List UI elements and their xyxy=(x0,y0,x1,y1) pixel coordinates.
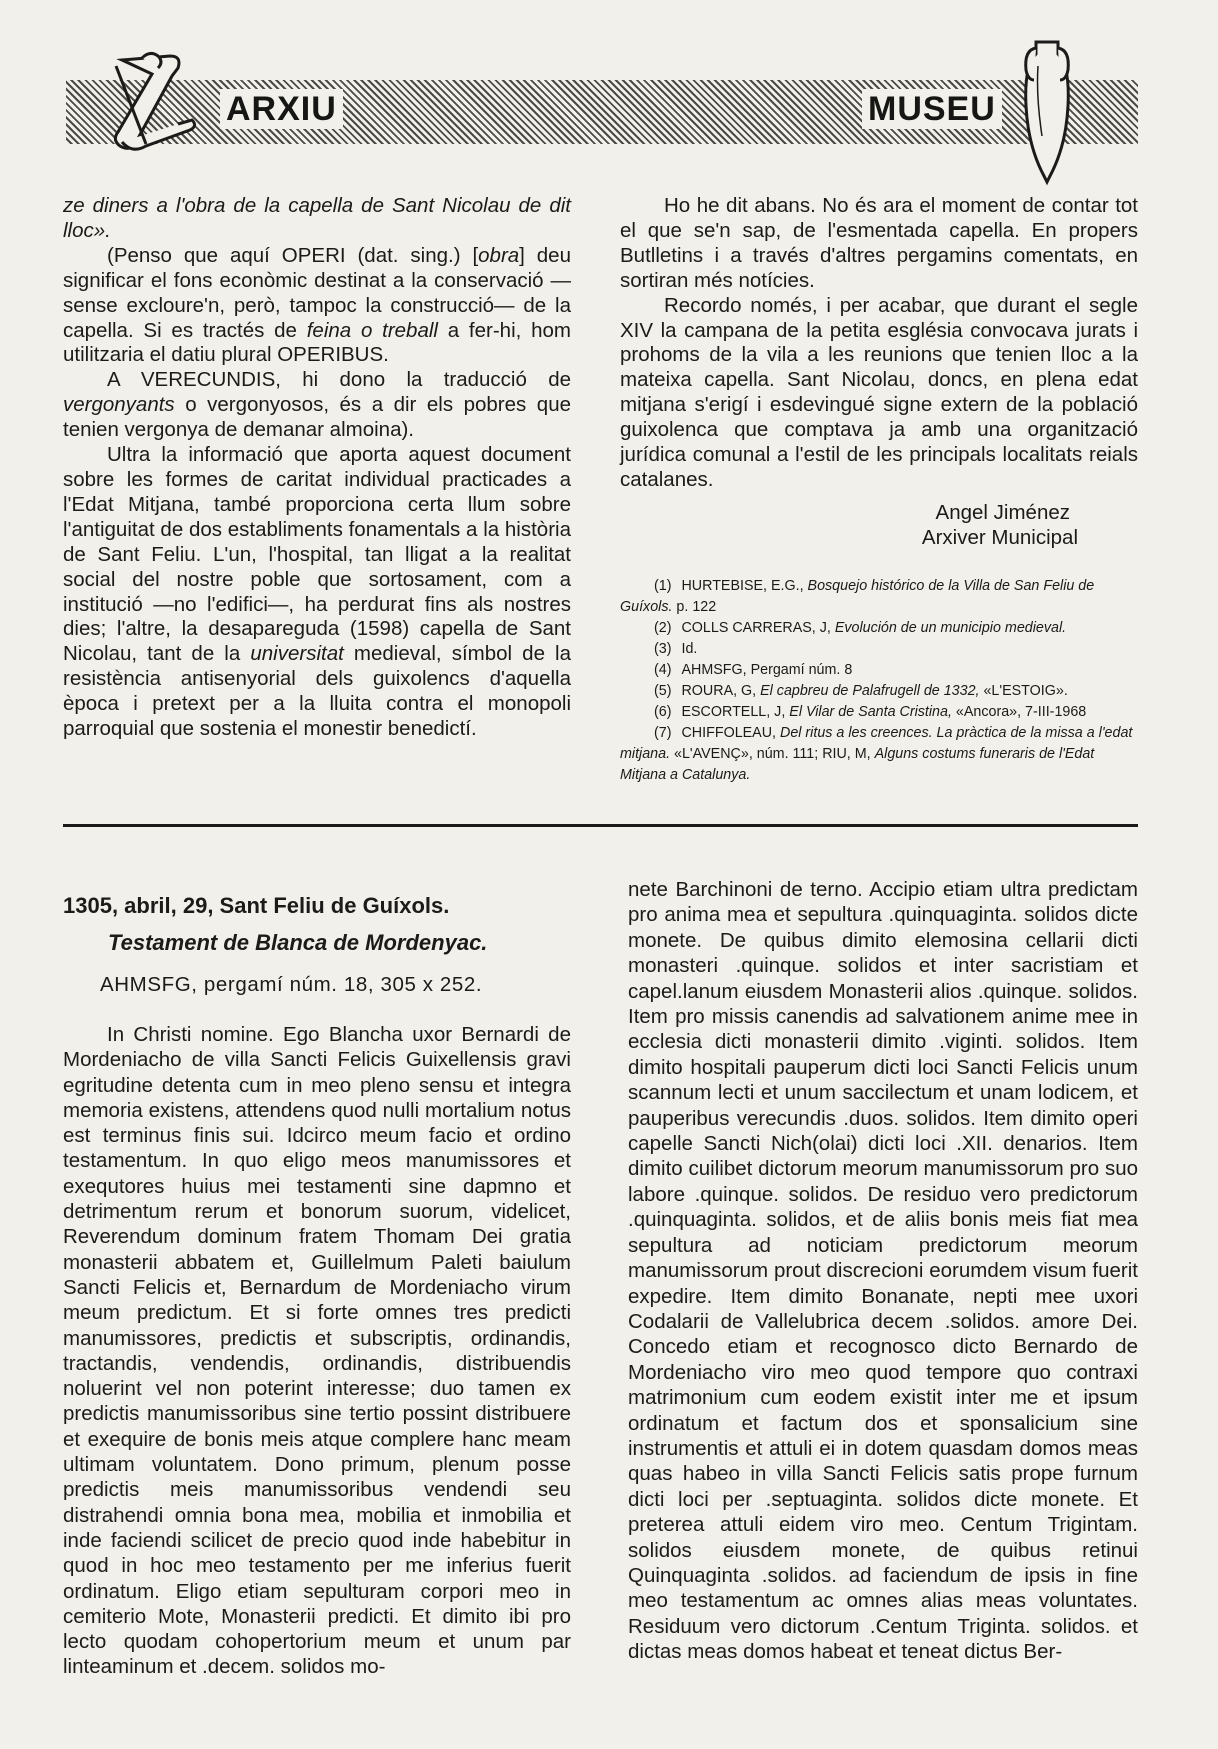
header-arxiu-label: ARXIU xyxy=(220,89,343,129)
document-date: 1305, abril, 29, Sant Feliu de Guíxols. xyxy=(63,893,450,918)
paragraph-2: (Penso que aquí OPERI (dat. sing.) [obra] deu significar el fons econòmic destinat a la conservació —sense excloure'n, però, tampoc la construcció— de la capella. Si es tractés de feina o treball a fer-hi, hom utilitzaria el datiu plural OPERIBUS. xyxy=(63,243,571,367)
upper-left-column xyxy=(63,194,571,742)
footnote: (1) HURTEBISE, E.G., Bosquejo histórico de la Villa de San Feliu de Guíxols. p. 122 xyxy=(620,578,1095,615)
document-source: AHMSFG, pergamí núm. 18, 305 x 252. xyxy=(100,973,483,996)
upper-right-column xyxy=(620,194,1138,551)
latin-paragraph-right: nete Barchinoni de terno. Accipio etiam ultra predictam pro anima mea et sepultura .quinquaginta. solidos dicte monete. De quibus dimito elemosina cellarii dicti monasteri .quinque. solidos et inter sacristiam et capel.lanum eiusdem Monasterii alios .quinque. solidos. Item pro missis canendis ad salvationem anime mee in ecclesia dicti monasterii dimito .viginti. solidos. Item dimito hospitali pauperum dicti loci Sancti Felicis unum scannum lecti et unum saccilectum et unam lodicem, et pauperibus verecundis .duos. solidos. Item dimito operi capelle Sancti Nich(olai) dicti loci .XII. denarios. Item dimito cuilibet dictorum meorum manumissorum pro suo labore .quinque. solidos. De residuo vero predictorum .quinquaginta. solidos, et de aliis bonis meis fiat mea sepultura ad noticiam predictorum meorum manumissorum prout discrecioni eorumdem visum fuerit expedire. Item dimito Bonanate, nepti mee uxori Codalarii de Vallelubrica decem .solidos. amore Dei. Concedo etiam et recognosco dicto Bernardo de Mordeniacho viro meo quod tempore quo contraxi matrimonium cum eodem existit inter me et ipsum ordinatum et factum dos et sponsalicium sine instrumentis et attuli ei in dotem quasdam domos meas quas habeo in villa Sancti Felicis satis prope furnum dicti loci per .septuaginta. solidos dicte monete. Et preterea attuli eidem viro meo. Centum Trigintam. solidos eiusdem monete, de quibus retinui Quinquaginta .solidos. ad faciendum de ipsis in fine meo testamentum ac omnes alias meas voluntates. Residuum vero dictorum .Centum Triginta. solidos. et dictas meas domos habeat et teneat dictus Ber- xyxy=(628,878,1138,1664)
footnote: (5) ROURA, G, El capbreu de Palafrugell de 1332, «L'ESTOIG». xyxy=(654,683,1068,699)
footnote: (7) CHIFFOLEAU, Del ritus a les creences. La pràctica de la missa a l'edat mitjana. «L'AVENÇ», núm. 111; RIU, M, Alguns costums funeraris de l'Edat Mitjana a Catalunya. xyxy=(620,725,1133,783)
footnote: (3) Id. xyxy=(654,641,698,657)
paragraph-4: Ultra la informació que aporta aquest document sobre les formes de caritat individual practicades a l'Edat Mitjana, també proporciona certa llum sobre l'antiguitat de dos establiments fonamentals a la història de Sant Feliu. L'un, l'hospital, tan lligat a la realitat social del nostre poble que sortosament, com a institució —no l'edifici—, ha perdurat fins als nostres dies; l'altre, la desapareguda (1598) capella de Sant Nicolau, tant de la universitat medieval, símbol de la resistència antisenyorial dels guixolencs d'aquella època i pretext per a la lluita contra el monopoli parroquial que sostenia el monestir benedictí. xyxy=(63,443,572,741)
latin-text-right xyxy=(628,877,1138,1665)
document-title: Testament de Blanca de Mordenyac. xyxy=(108,930,488,955)
paragraph-3: A VERECUNDIS, hi dono la traducció de vergonyants o vergonyosos, és a dir els pobres que tenien vergonya de demanar almoina). xyxy=(63,368,571,442)
footnote: (4) AHMSFG, Pergamí núm. 8 xyxy=(654,662,853,678)
paragraph-6: Recordo només, i per acabar, que durant el segle XIV la campana de la petita església convocava jurats i prohoms de la vila a les reunions que tenien lloc a la mateixa capella. Sant Nicolau, doncs, en plena edat mitjana s'erigí i esdevingué signe extern de la població guixolenca que comptava ja amb una organització jurídica comunal a l'estil de les principals localitats reials catalanes. xyxy=(620,293,1138,491)
paragraph-5: Ho he dit abans. No és ara el moment de contar tot el que se'n sap, de l'esmentada capella. En propers Butlletins i a través d'altres pergamins comentats, en sortiran més notícies. xyxy=(620,194,1138,292)
latin-text-left xyxy=(63,1022,571,1680)
section-divider xyxy=(63,824,1138,827)
signature-name: Angel Jiménez xyxy=(935,500,1070,524)
scroll-icon xyxy=(92,46,204,158)
footnote: (6) ESCORTELL, J, El Vilar de Santa Cristina, «Ancora», 7-III-1968 xyxy=(654,704,1087,720)
footnote: (2) COLLS CARRERAS, J, Evolución de un municipio medieval. xyxy=(654,620,1067,636)
amphora-icon xyxy=(1018,36,1076,186)
footnotes xyxy=(620,576,1138,786)
latin-paragraph-left: In Christi nomine. Ego Blancha uxor Bernardi de Mordeniacho de villa Sancti Felicis Guixellensis gravi egritudine detenta cum in meo pleno sensu et integra memoria existens, attendens quod nulli mortalium notus est terminus finis sui. Idcirco meum facio et ordino testamentum. In quo eligo meos manumissores et exequtores huius mei testamenti sine dapmno et detrimentum rerum et bonorum suorum, videlicet, Reverendum dominum fratem Thomam Dei gratia monasterii abbatem et, Guillelmum Paleti baiulum Sancti Felicis et, Bernardum de Mordeniacho virum meum predictum. Et si forte omnes tres predicti manumissores, predictis et subscriptis, ordinandis, tractandis, vendendis, ordinandis, distribuendis noluerint vel non poterint interesse; duo tamen ex predictis manumissoribus sine tertio possint distribuere et exequire de bonis meis atque complere hanc meam ultimam voluntatem. Dono primum, plenum posse predictis meis manumissoribus vendendi seu distrahendi omnia bona mea, mobilia et inmobilia et inde faciendi scilicet de precio quod inde habebitur in quod in hoc meo testamento per me inferius fuerit ordinatum. Eligo etiam sepulturam corpori meo in cemiterio Mote, Monasterii predicti. Et dimito ibi pro lecto quodam cohopertorium meum et unum par linteaminum et .decem. solidos mo- xyxy=(63,1023,571,1679)
paragraph-1: ze diners a l'obra de la capella de Sant Nicolau de dit lloc». xyxy=(63,194,571,242)
signature-role: Arxiver Municipal xyxy=(921,525,1078,549)
header-museu-label: MUSEU xyxy=(862,89,1002,129)
